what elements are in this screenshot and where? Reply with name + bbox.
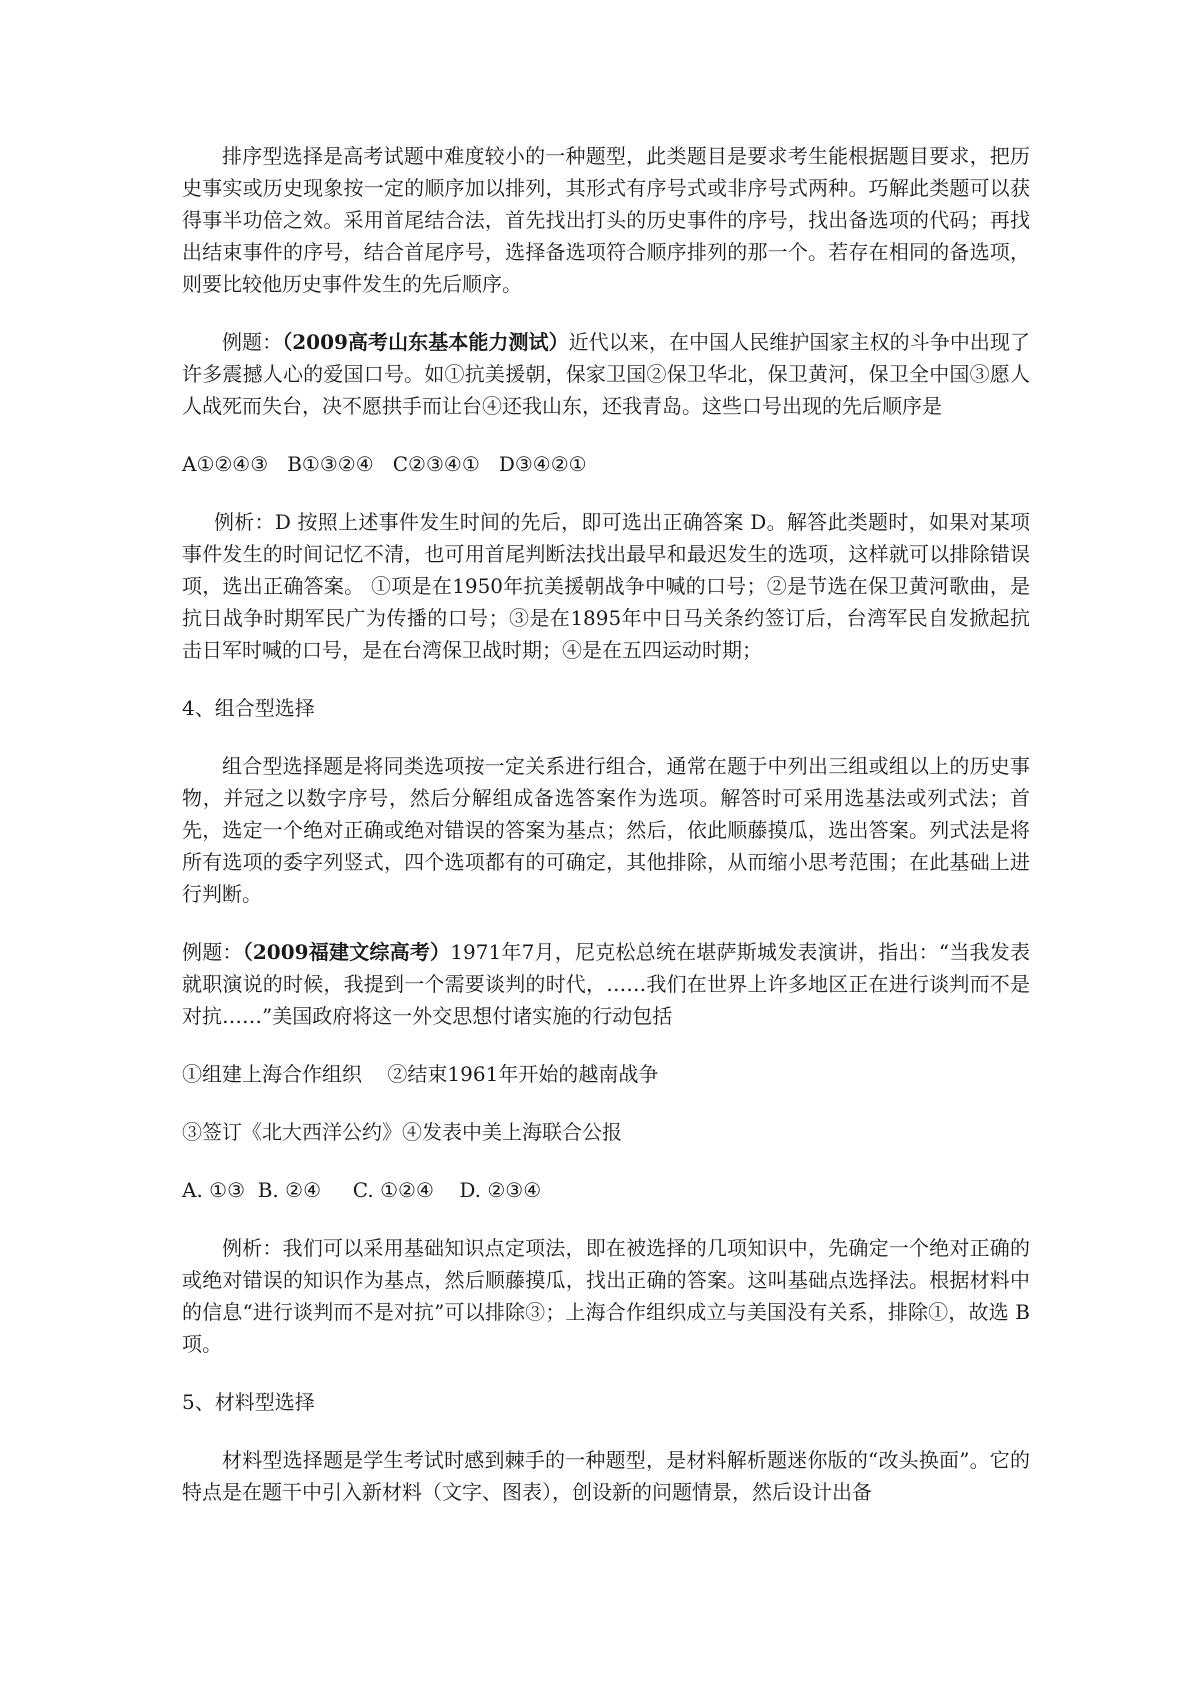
- example-1-source: （2009高考山东基本能力测试）: [282, 330, 569, 354]
- section-5-heading: 5、材料型选择: [182, 1390, 315, 1414]
- section-4-heading: 4、组合型选择: [182, 696, 315, 720]
- example-2-source: （2009福建文综高考）: [242, 940, 451, 964]
- intro-paragraph: 排序型选择是高考试题中难度较小的一种题型，此类题目是要求考生能根据题目要求，把历史事实或历史现象按一定的顺序加以排列，其形式有序号式或非序号式两种。巧解此类题可以获得事半功倍之效。采用首尾结合法，首先找出打头的历史事件的序号，找出备选项的代码；再找出结束事件的序号，结合首尾序号，选择备选项符合顺序排列的那一个。若存在相同的备选项，则要比较他历史事件发生的先后顺序。: [182, 144, 1030, 296]
- example-2-items-line-2: ③签订《北大西洋公约》④发表中美上海联合公报: [182, 1120, 622, 1144]
- example-1-prefix: 例题：: [222, 330, 283, 354]
- example-2-items-line-1: ①组建上海合作组织 ②结束1961年开始的越南战争: [182, 1062, 659, 1086]
- example-2-text: 1971年7月，尼克松总统在堪萨斯城发表演讲，指出：“当我发表就职演说的时候，我提到一个需要谈判的时代，……我们在世界上许多地区正在进行谈判而不是对抗……”美国政府将这一外交思想付诸实施的行动包括: [182, 940, 1030, 1028]
- section-5-paragraph: 材料型选择题是学生考试时感到棘手的一种题型，是材料解析题迷你版的“改头换面”。它的特点是在题干中引入新材料（文字、图表），创设新的问题情景，然后设计出备: [182, 1448, 1030, 1504]
- example-1-options: A①②④③ B①③②④ C②③④① D③④②①: [182, 452, 587, 476]
- analysis-1: 例析：D 按照上述事件发生时间的先后，即可选出正确答案 D。解答此类题时，如果对某项事件发生的时间记忆不清，也可用首尾判断法找出最早和最迟发生的选项，这样就可以排除错误项，选出正确答案。 ①项是在1950年抗美援朝战争中喊的口号；②是节选在保卫黄河歌曲，是抗日战争时期军民广为传播的口号；③是在1895年中日马关条约签订后，台湾军民自发掀起抗击日军时喊的口号，是在台湾保卫战时期；④是在五四运动时期；: [182, 510, 1030, 662]
- example-2: [182, 936, 1030, 1032]
- example-1-text: 近代以来，在中国人民维护国家主权的斗争中出现了许多震撼人心的爱国口号。如①抗美援朝，保家卫国②保卫华北，保卫黄河，保卫全中国③愿人人战死而失台，决不愿拱手而让台④还我山东，还我青岛。这些口号出现的先后顺序是: [182, 330, 1031, 418]
- section-4-paragraph: 组合型选择题是将同类选项按一定关系进行组合，通常在题于中列出三组或组以上的历史事物，并冠之以数字序号，然后分解组成备选答案作为选项。解答时可采用选基法或列式法；首先，选定一个绝对正确或绝对错误的答案为基点；然后，依此顺藤摸瓜，选出答案。列式法是将所有选项的委字列竖式，四个选项都有的可确定，其他排除，从而缩小思考范围；在此基础上进行判断。: [182, 754, 1030, 906]
- example-2-options: A. ①③ B. ②④ C. ①②④ D. ②③④: [182, 1178, 542, 1202]
- example-1: [182, 326, 1030, 422]
- example-2-prefix: 例题：: [182, 940, 243, 964]
- analysis-2: 例析：我们可以采用基础知识点定项法，即在被选择的几项知识中，先确定一个绝对正确的或绝对错误的知识作为基点，然后顺藤摸瓜，找出正确的答案。这叫基础点选择法。根据材料中的信息“进行谈判而不是对抗”可以排除③；上海合作组织成立与美国没有关系，排除①，故选 B 项。: [182, 1236, 1030, 1356]
